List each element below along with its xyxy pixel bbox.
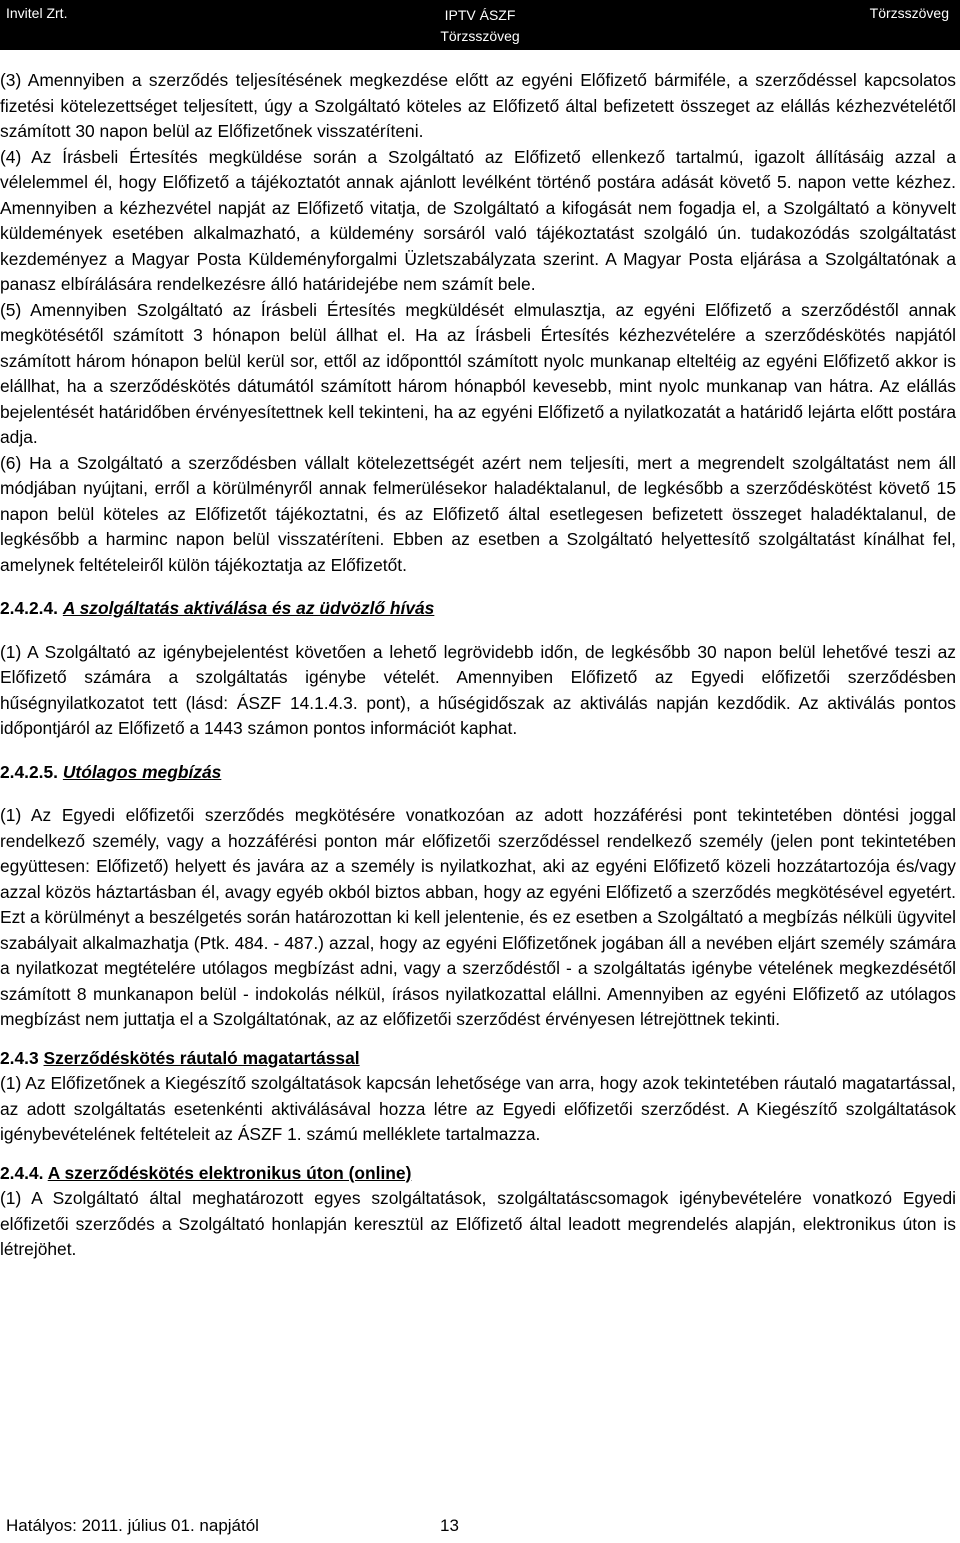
section-heading-2-4-4	[0, 1161, 956, 1187]
implied-conduct-paragraph: (1) Az Előfizetőnek a Kiegészítő szolgáltatások kapcsán lehetősége van arra, hogy azok tekintetében ráutaló magatartással, az adott szolgáltatás esetenkénti aktiválásával hozza létre az Egyedi előfizetői szerződést. A Kiegészítő szolgáltatások igénybevételének feltételeit az ÁSZF 1. számú melléklete tartalmazza.	[0, 1073, 956, 1144]
section-number: 2.4.2.5.	[0, 761, 59, 782]
paragraph-6: (6) Ha a Szolgáltató a szerződésben vállalt kötelezettségét azért nem teljesíti, mert a megrendelt szolgáltatást nem áll módjában nyújtani, erről a körülményről annak felmerülésekor haladéktalanul, de legkésőbb a szerződéskötést követő 15 napon belül köteles az Előfizetőt tájékoztatni, és az Előfizető által esetlegesen befizetett összeget haladéktalanul, de legkésőbb a harminc napon belül visszatéríteni. Ebben az esetben a Szolgáltató helyettesítő szolgáltatást kínálhat fel, amelynek feltételeiről külön tájékoztatja az Előfizetőt.	[0, 452, 956, 575]
header-title-line1: IPTV ÁSZF	[444, 7, 516, 23]
section-title: Utólagos megbízás	[62, 761, 222, 782]
section-heading-2-4-2-4	[0, 596, 956, 622]
section-number: 2.4.2.4.	[0, 598, 59, 618]
paragraph-5: (5) Amennyiben Szolgáltató az Írásbeli Értesítés megküldését elmulasztja, az egyéni Előfizető a szerződéstől annak megkötésétől számított 3 hónapon belül állhat el. Ha az Írásbeli Értesítés kézhezvételére a szerződéskötés napjától számított három hónapon belül kerül sor, ettől az időponttól számított nyolc munkanap elteltéig az egyéni Előfizető akkor is elállhat, ha a szerződéskötés dátumától számított három hónapból kevesebb, mint nyolc munkanap van hátra. Az elállás bejelentését határidőben érvényesítettnek kell tekinteni, ha az egyéni Előfizető a nyilatkozatát a határidő lejárta előtt postára adja.	[0, 299, 956, 447]
header-title-line2: Törzsszöveg	[440, 28, 520, 44]
deferred-mandate-paragraph: (1) Az Egyedi előfizetői szerződés megkötésére vonatkozóan az adott hozzáférési pont tekintetében döntési joggal rendelkező személy, vagy a hozzáférési ponton már előfizetői szerződéssel rendelkező személy (jelen pont tekintetében együttesen: Előfizető) helyett és javára az a személy is nyilatkozhat, aki az egyéni Előfizető közeli hozzátartozója és/vagy azzal közös háztartásban él, avagy egyéb okból biztos abban, hogy az egyéni Előfizető a szerződés megkötésével egyetért. Ezt a körülményt a beszélgetés során határozottan ki kell jelentenie, és ez esetben a Szolgáltató a megbízás nélküli ügyvitel szabályait alkalmazhatja (Ptk. 484. - 487.) azzal, hogy az egyéni Előfizetőnek jogában áll a nevében eljárt személy számára a nyilatkozat megtételére utólagos megbízást adni, vagy a szerződéstől - a szolgáltatás igénybe vételének megkezdésétől számított 8 munkanapon belül - indokolás nélkül, írásos nyilatkozattal elállni. Amennyiben az egyéni Előfizető az utólagos megbízást nem juttatja el a Szolgáltatónak, az az előfizetői szerződést érvényesen létrejöttnek tekinti.	[0, 805, 956, 1029]
section-number: 2.4.4.	[0, 1162, 44, 1183]
section-heading-2-4-2-5	[0, 760, 956, 786]
header-section-label: Törzsszöveg	[869, 5, 949, 21]
page-header	[0, 0, 960, 50]
section-title: A szolgáltatás aktiválása és az üdvözlő hívás	[62, 598, 435, 618]
document-body	[0, 68, 956, 1263]
section-title: Szerződéskötés ráutaló magatartással	[43, 1047, 360, 1068]
paragraph-3: (3) Amennyiben a szerződés teljesítésének megkezdése előtt az egyéni Előfizető bármiféle, a szerződéssel kapcsolatos fizetési kötelezettséget teljesített, úgy a Szolgáltató köteles az Előfizető által befizetett összeget az elállás kézhezvételétől számított 30 napon belül az Előfizetőnek visszatéríteni.	[0, 70, 956, 141]
footer-effective-date: Hatályos: 2011. július 01. napjától	[6, 1516, 259, 1535]
activation-paragraph: (1) A Szolgáltató az igénybejelentést követően a lehető legrövidebb időn, de legkésőbb 30 napon belül lehetővé teszi az Előfizető számára a szolgáltatás igénybe vételét. Amennyiben Előfizető az Egyedi előfizetői szerződésben hűségnyilatkozatot tett (lásd: ÁSZF 14.1.4.3. pont), a hűségidőszak az aktiválás napján kezdődik. Az aktiválás pontos időpontjáról az Előfizető a 1443 számon pontos információt kaphat.	[0, 641, 956, 738]
section-number: 2.4.3	[0, 1047, 39, 1068]
section-heading-2-4-3	[0, 1046, 956, 1072]
online-contract-paragraph: (1) A Szolgáltató által meghatározott egyes szolgáltatások, szolgáltatáscsomagok igénybevételére vonatkozó Egyedi előfizetői szerződés a Szolgáltató honlapján keresztül az Előfizető által leadott megrendelés alapján, elektronikus úton is létrejöhet.	[0, 1188, 956, 1259]
page-number: 13	[440, 1516, 459, 1535]
paragraph-4: (4) Az Írásbeli Értesítés megküldése során a Szolgáltató az Előfizető ellenkező tartalmú, igazolt állításáig azzal a vélelemmel él, hogy Előfizető a tájékoztatót annak ajánlott levélként történő postára adását követő 5. napon vette kézhez. Amennyiben a kézhezvétel napját az Előfizető vitatja, de Szolgáltató a kifogását nem fogadja el, a Szolgáltató a könyvelt küldemények esetében alkalmazható, a küldemény sorsáról való tájékoztatást szolgáló ún. tudakozódás szolgáltatást kezdeményez a Magyar Posta Küldeményforgalmi Üzletszabályzata szerint. A Magyar Posta eljárása a Szolgáltatónak a panasz elbírálására rendelkezésre álló határidejébe nem számít bele.	[0, 146, 956, 294]
header-document-title	[0, 5, 960, 47]
section-title: A szerződéskötés elektronikus úton (online)	[47, 1162, 412, 1183]
header-company: Invitel Zrt.	[6, 5, 68, 21]
